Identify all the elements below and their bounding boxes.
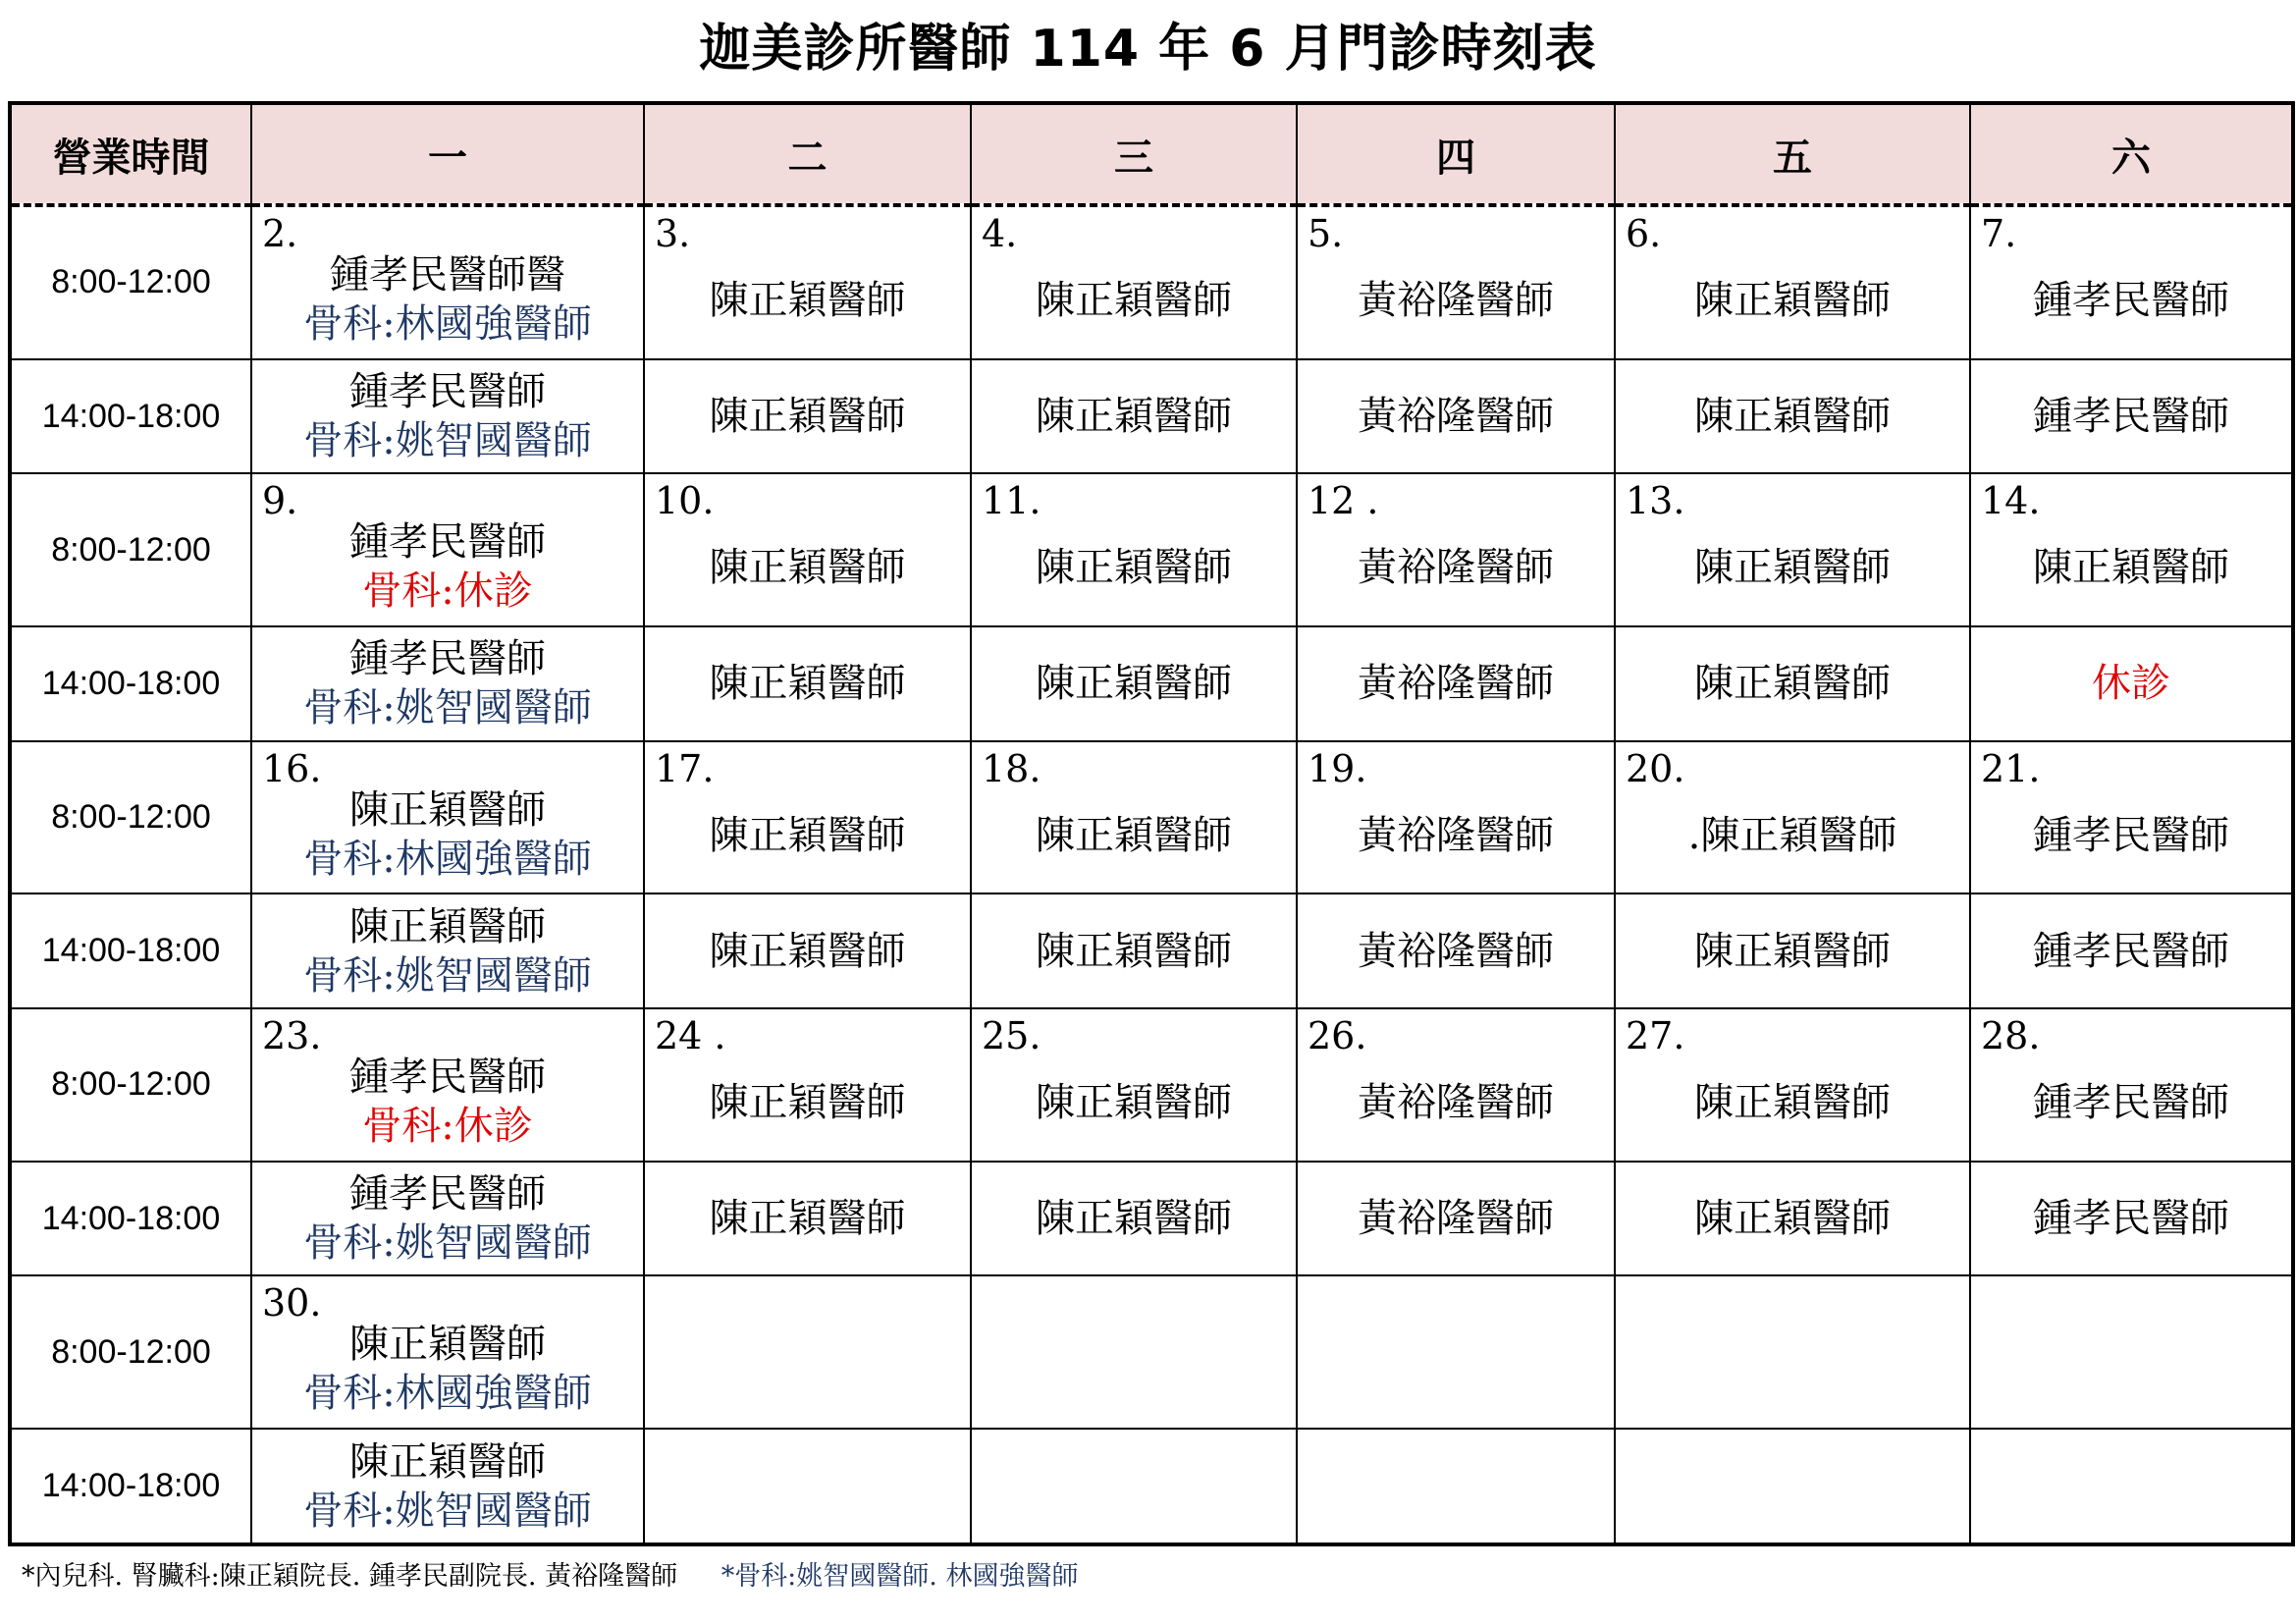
cell-content	[1298, 894, 1614, 1007]
date-number: 24 .	[655, 1014, 726, 1058]
cell-content	[1616, 894, 1969, 1007]
date-number: 27.	[1626, 1014, 1685, 1058]
cell-content	[1971, 474, 2291, 625]
doctor-name: .陳正穎醫師	[1687, 812, 1897, 858]
schedule-cell	[1615, 1275, 1970, 1429]
date-number: 5.	[1308, 212, 1344, 255]
cell-content	[645, 1276, 970, 1428]
schedule-cell	[644, 205, 971, 359]
cell-content	[252, 1009, 643, 1161]
doctor-name: 鍾孝民醫師	[2033, 928, 2229, 974]
schedule-cell	[1970, 473, 2293, 626]
time-slot-label: 14:00-18:00	[10, 626, 251, 741]
doctor-name: 陳正穎醫師	[1036, 277, 1232, 323]
schedule-cell	[251, 1429, 644, 1544]
schedule-cell	[1297, 1008, 1615, 1162]
doctor-name: 鍾孝民醫師	[2033, 812, 2229, 858]
schedule-cell	[251, 1162, 644, 1276]
doctor-name: 陳正穎醫師	[709, 928, 906, 974]
cell-content	[1971, 1276, 2291, 1428]
time-slot-label: 8:00-12:00	[10, 1275, 251, 1429]
time-slot-label: 8:00-12:00	[10, 1008, 251, 1162]
doctor-name: 黃裕隆醫師	[1358, 812, 1554, 858]
doctor-name: 黃裕隆醫師	[1358, 661, 1554, 707]
cell-content	[1298, 627, 1614, 740]
date-number: 19.	[1308, 746, 1367, 790]
schedule-cell	[971, 626, 1297, 741]
schedule-body	[10, 205, 2293, 1544]
schedule-cell	[644, 359, 971, 474]
schedule-table	[8, 101, 2295, 1546]
cell-content	[1971, 627, 2291, 740]
schedule-cell	[644, 626, 971, 741]
schedule-cell	[251, 893, 644, 1008]
cell-content	[1298, 360, 1614, 473]
cell-content	[252, 474, 643, 625]
orthopedics-doctor: 骨科:姚智國醫師	[303, 418, 592, 464]
doctor-name: 黃裕隆醫師	[1358, 277, 1554, 323]
doctor-name: 陳正穎醫師	[709, 1196, 906, 1242]
schedule-cell	[644, 1275, 971, 1429]
page-title: 迦美診所醫師 114 年 6 月門診時刻表	[699, 20, 1597, 79]
orthopedics-doctor: 骨科:姚智國醫師	[303, 1220, 592, 1267]
schedule-cell	[251, 1275, 644, 1429]
date-number: 18.	[982, 746, 1041, 790]
header-time-label: 營業時間	[10, 103, 251, 205]
doctor-name: 陳正穎醫師	[1694, 277, 1891, 323]
schedule-row	[10, 1162, 2293, 1276]
schedule-cell	[971, 1162, 1297, 1276]
doctor-name: 陳正穎醫師	[709, 812, 906, 858]
cell-content	[645, 1163, 970, 1275]
doctor-name: 鍾孝民醫師	[2033, 1196, 2229, 1242]
time-slot-label: 14:00-18:00	[10, 1429, 251, 1544]
schedule-cell	[644, 473, 971, 626]
doctor-name: 鍾孝民醫師	[349, 1171, 546, 1218]
footer-note-internal: *內兒科. 腎臟科:陳正穎院長. 鍾孝民副院長. 黃裕隆醫師	[22, 1561, 678, 1592]
schedule-cell	[1970, 359, 2293, 474]
doctor-name: 陳正穎醫師	[709, 661, 906, 707]
cell-content	[645, 474, 970, 625]
doctor-name: 陳正穎醫師	[1694, 928, 1891, 974]
time-slot-label: 14:00-18:00	[10, 1162, 251, 1276]
doctor-name: 陳正穎醫師	[1036, 1196, 1232, 1242]
doctor-name: 陳正穎醫師	[349, 1322, 546, 1368]
schedule-cell	[971, 741, 1297, 894]
cell-content	[1616, 207, 1969, 358]
date-number: 21.	[1981, 746, 2041, 790]
orthopedics-doctor: 骨科:林國強醫師	[303, 836, 592, 882]
doctor-name: 陳正穎醫師	[1036, 661, 1232, 707]
cell-content	[1971, 1163, 2291, 1275]
schedule-cell	[1615, 1008, 1970, 1162]
schedule-cell	[971, 205, 1297, 359]
cell-content	[1971, 1009, 2291, 1161]
schedule-cell	[1970, 1275, 2293, 1429]
doctor-name: 鍾孝民醫師	[349, 369, 546, 415]
header-day-tue: 二	[644, 103, 971, 205]
cell-content	[645, 894, 970, 1007]
doctor-name: 鍾孝民醫師	[2033, 1079, 2229, 1125]
doctor-name: 陳正穎醫師	[1694, 394, 1891, 440]
cell-content	[645, 627, 970, 740]
cell-content	[1298, 207, 1614, 358]
closed-notice: 骨科:休診	[362, 1103, 533, 1149]
orthopedics-doctor: 骨科:姚智國醫師	[303, 952, 592, 999]
schedule-cell	[971, 359, 1297, 474]
cell-content	[252, 1430, 643, 1543]
date-number: 20.	[1626, 746, 1685, 790]
schedule-cell	[1297, 1275, 1615, 1429]
schedule-cell	[1297, 626, 1615, 741]
cell-content	[252, 1276, 643, 1428]
cell-content	[1971, 360, 2291, 473]
schedule-cell	[1615, 893, 1970, 1008]
cell-content	[972, 207, 1296, 358]
doctor-name: 陳正穎醫師	[349, 903, 546, 949]
cell-content	[1298, 1430, 1614, 1543]
header-day-fri: 五	[1615, 103, 1970, 205]
date-number: 7.	[1981, 212, 2017, 255]
cell-content	[1616, 1430, 1969, 1543]
date-number: 17.	[655, 746, 715, 790]
cell-content	[1298, 1009, 1614, 1161]
schedule-cell	[1297, 359, 1615, 474]
cell-content	[252, 1163, 643, 1275]
doctor-name: 陳正穎醫師	[349, 786, 546, 833]
cell-content	[1298, 742, 1614, 893]
date-number: 25.	[982, 1014, 1041, 1058]
date-number: 13.	[1626, 479, 1685, 523]
schedule-cell	[251, 741, 644, 894]
schedule-row	[10, 473, 2293, 626]
cell-content	[1971, 1430, 2291, 1543]
doctor-name: 陳正穎醫師	[1694, 661, 1891, 707]
date-number: 14.	[1981, 479, 2041, 523]
doctor-name: 黃裕隆醫師	[1358, 1079, 1554, 1125]
doctor-name: 鍾孝民醫師醫	[330, 251, 565, 298]
schedule-cell	[644, 1429, 971, 1544]
schedule-row	[10, 1429, 2293, 1544]
schedule-row	[10, 1275, 2293, 1429]
doctor-name: 陳正穎醫師	[1036, 928, 1232, 974]
cell-content	[972, 1276, 1296, 1428]
cell-content	[972, 1163, 1296, 1275]
closed-notice: 休診	[2092, 661, 2170, 707]
cell-content	[972, 894, 1296, 1007]
schedule-row	[10, 205, 2293, 359]
date-number: 10.	[655, 479, 715, 523]
date-number: 16.	[262, 746, 322, 790]
schedule-row	[10, 1008, 2293, 1162]
cell-content	[252, 627, 643, 740]
time-slot-label: 8:00-12:00	[10, 205, 251, 359]
doctor-name: 陳正穎醫師	[1036, 545, 1232, 591]
cell-content	[645, 742, 970, 893]
cell-content	[1616, 360, 1969, 473]
cell-content	[1971, 894, 2291, 1007]
cell-content	[645, 207, 970, 358]
schedule-cell	[1970, 893, 2293, 1008]
header-day-sat: 六	[1970, 103, 2293, 205]
doctor-name: 黃裕隆醫師	[1358, 1196, 1554, 1242]
schedule-cell	[251, 1008, 644, 1162]
date-number: 23.	[262, 1014, 322, 1058]
time-slot-label: 14:00-18:00	[10, 893, 251, 1008]
schedule-cell	[1970, 626, 2293, 741]
cell-content	[972, 742, 1296, 893]
date-number: 28.	[1981, 1014, 2041, 1058]
doctor-name: 陳正穎醫師	[1694, 1196, 1891, 1242]
schedule-cell	[251, 473, 644, 626]
header-day-mon: 一	[251, 103, 644, 205]
cell-content	[1616, 474, 1969, 625]
schedule-cell	[1615, 359, 1970, 474]
footer-notes	[22, 1557, 2279, 1597]
header-day-wed: 三	[971, 103, 1297, 205]
orthopedics-doctor: 骨科:林國強醫師	[303, 300, 592, 347]
cell-content	[1616, 1009, 1969, 1161]
doctor-name: 黃裕隆醫師	[1358, 394, 1554, 440]
header-day-thu: 四	[1297, 103, 1615, 205]
schedule-cell	[971, 1275, 1297, 1429]
cell-content	[972, 360, 1296, 473]
schedule-cell	[1970, 1162, 2293, 1276]
schedule-row	[10, 626, 2293, 741]
doctor-name: 陳正穎醫師	[709, 545, 906, 591]
date-number: 4.	[982, 212, 1018, 255]
cell-content	[252, 894, 643, 1007]
doctor-name: 鍾孝民醫師	[349, 1054, 546, 1100]
date-number: 6.	[1626, 212, 1662, 255]
schedule-cell	[251, 626, 644, 741]
time-slot-label: 14:00-18:00	[10, 359, 251, 474]
schedule-cell	[1297, 893, 1615, 1008]
schedule-cell	[251, 205, 644, 359]
time-slot-label: 8:00-12:00	[10, 741, 251, 894]
schedule-cell	[1615, 1162, 1970, 1276]
orthopedics-doctor: 骨科:林國強醫師	[303, 1371, 592, 1417]
cell-content	[1616, 627, 1969, 740]
orthopedics-doctor: 骨科:姚智國醫師	[303, 1488, 592, 1534]
schedule-cell	[644, 1008, 971, 1162]
schedule-cell	[644, 741, 971, 894]
cell-content	[645, 360, 970, 473]
cell-content	[252, 742, 643, 893]
cell-content	[1616, 1276, 1969, 1428]
schedule-cell	[1615, 473, 1970, 626]
schedule-cell	[1297, 1429, 1615, 1544]
schedule-cell	[971, 1008, 1297, 1162]
cell-content	[1971, 207, 2291, 358]
header-row	[10, 103, 2293, 205]
schedule-cell	[1970, 1429, 2293, 1544]
doctor-name: 鍾孝民醫師	[2033, 394, 2229, 440]
schedule-cell	[1615, 205, 1970, 359]
date-number: 26.	[1308, 1014, 1367, 1058]
schedule-cell	[1615, 626, 1970, 741]
date-number: 30.	[262, 1281, 322, 1326]
date-number: 2.	[262, 212, 298, 255]
schedule-cell	[251, 359, 644, 474]
doctor-name: 陳正穎醫師	[709, 277, 906, 323]
schedule-cell	[1970, 1008, 2293, 1162]
schedule-cell	[1297, 205, 1615, 359]
schedule-cell	[1297, 473, 1615, 626]
date-number: 3.	[655, 212, 691, 255]
doctor-name: 鍾孝民醫師	[349, 636, 546, 682]
doctor-name: 陳正穎醫師	[1694, 545, 1891, 591]
cell-content	[972, 474, 1296, 625]
doctor-name: 陳正穎醫師	[1694, 1079, 1891, 1125]
orthopedics-doctor: 骨科:姚智國醫師	[303, 685, 592, 731]
cell-content	[972, 1009, 1296, 1161]
schedule-cell	[1297, 1162, 1615, 1276]
closed-notice: 骨科:休診	[362, 568, 533, 615]
schedule-cell	[971, 1429, 1297, 1544]
schedule-cell	[1970, 205, 2293, 359]
cell-content	[645, 1009, 970, 1161]
cell-content	[252, 360, 643, 473]
date-number: 11.	[982, 479, 1041, 523]
doctor-name: 陳正穎醫師	[1036, 394, 1232, 440]
doctor-name: 鍾孝民醫師	[2033, 277, 2229, 323]
schedule-cell	[644, 893, 971, 1008]
footer-note-ortho: *骨科:姚智國醫師. 林國強醫師	[721, 1561, 1079, 1592]
doctor-name: 陳正穎醫師	[349, 1438, 546, 1485]
doctor-name: 黃裕隆醫師	[1358, 545, 1554, 591]
doctor-name: 黃裕隆醫師	[1358, 928, 1554, 974]
schedule-cell	[644, 1162, 971, 1276]
cell-content	[1298, 1276, 1614, 1428]
cell-content	[1616, 1163, 1969, 1275]
cell-content	[972, 627, 1296, 740]
doctor-name: 陳正穎醫師	[1036, 1079, 1232, 1125]
time-slot-label: 8:00-12:00	[10, 473, 251, 626]
cell-content	[252, 207, 643, 358]
doctor-name: 陳正穎醫師	[709, 1079, 906, 1125]
cell-content	[1298, 474, 1614, 625]
cell-content	[1971, 742, 2291, 893]
schedule-cell	[1615, 741, 1970, 894]
schedule-cell	[1615, 1429, 1970, 1544]
schedule-row	[10, 893, 2293, 1008]
cell-content	[1298, 1163, 1614, 1275]
cell-content	[645, 1430, 970, 1543]
cell-content	[972, 1430, 1296, 1543]
schedule-cell	[1970, 741, 2293, 894]
schedule-row	[10, 359, 2293, 474]
date-number: 12 .	[1308, 479, 1379, 523]
schedule-cell	[1297, 741, 1615, 894]
date-number: 9.	[262, 479, 298, 523]
doctor-name: 陳正穎醫師	[2033, 545, 2229, 591]
doctor-name: 陳正穎醫師	[709, 394, 906, 440]
schedule-cell	[971, 473, 1297, 626]
cell-content	[1616, 742, 1969, 893]
doctor-name: 鍾孝民醫師	[349, 519, 546, 566]
doctor-name: 陳正穎醫師	[1036, 812, 1232, 858]
schedule-cell	[971, 893, 1297, 1008]
schedule-row	[10, 741, 2293, 894]
